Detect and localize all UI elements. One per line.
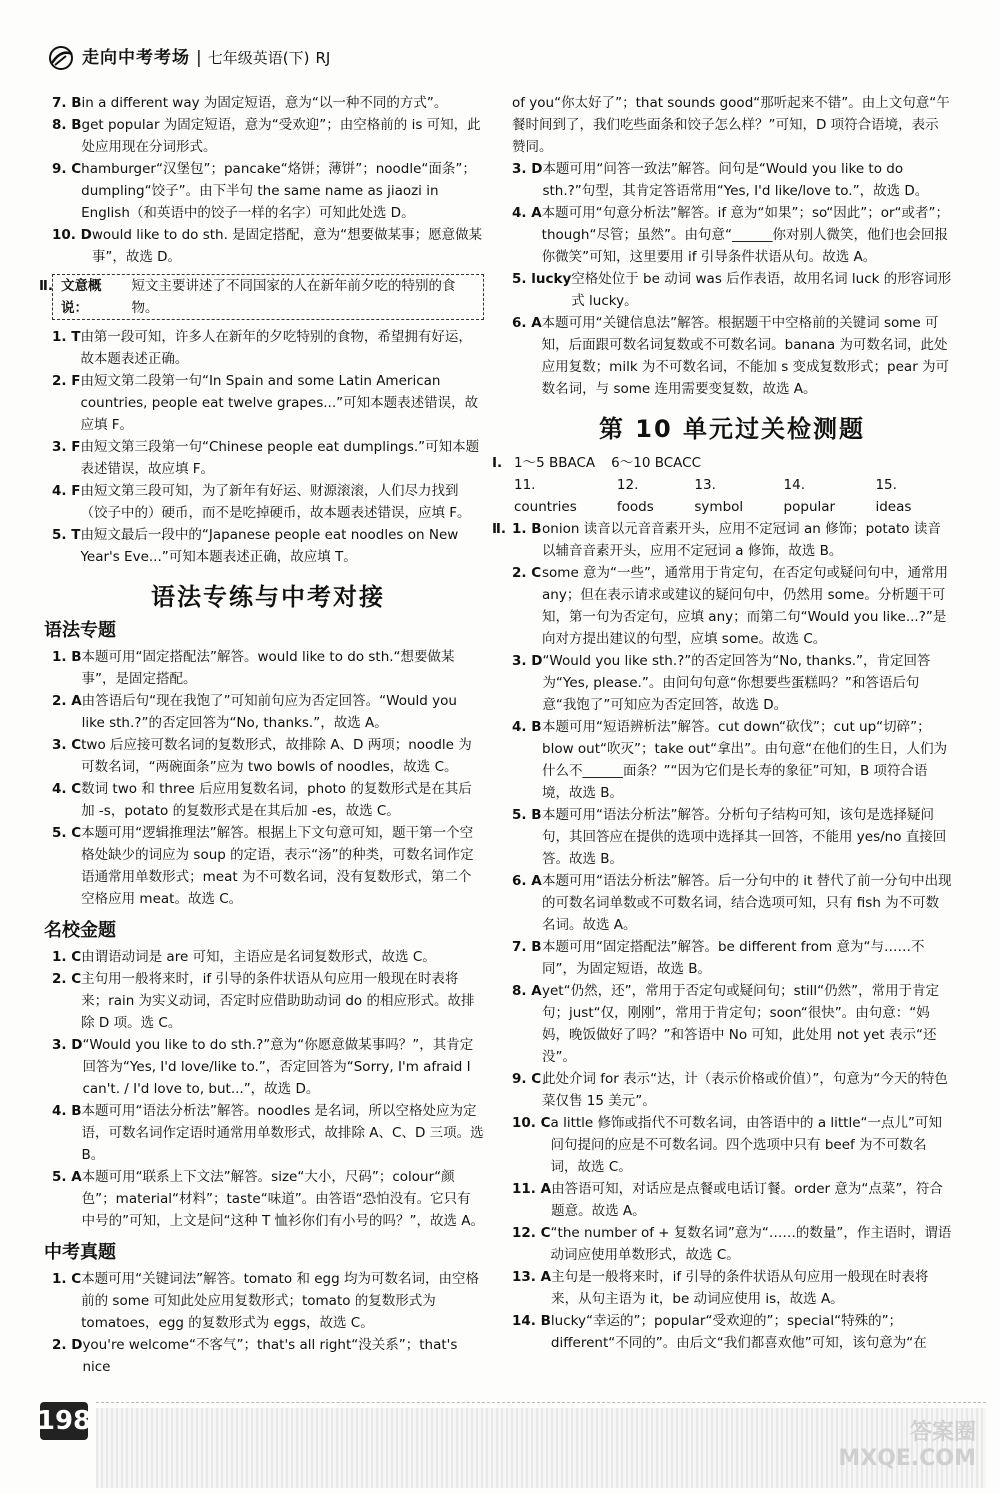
answer-item [52, 326, 484, 370]
answer-number: 7. B [512, 939, 542, 955]
answer-explanation: 本题可用“问答一致法”解答。问句是“Would you like to do sth.?”句型，其肯定答语常用“Yes, I'd like/love to.”，故选 D。 [542, 161, 929, 199]
answer-explanation: “Would you like to do sth.?”意为“你愿意做某事吗？”，其肯定回答为“Yes, I'd love/like to.”，否定回答为“Sorry, I'm afraid I can't. / I'd love to, but...”，故选 D。 [82, 1037, 474, 1097]
answer-item [52, 1334, 484, 1378]
answer-explanation: 本题可用“句意分析法”解答。if 意为“如果”；so“因此”；or“或者”；though“尽管；虽然”。由句意“______你对别人微笑，他们也会回报你微笑”可知，这里要用 if 引导条件状语从句。故选 A。 [541, 205, 950, 265]
answer-explanation: 本题可用“短语辨析法”解答。cut down“砍伐”；cut up“切碎”；blow out“吹灭”；take out“拿出”。由句意“在他们的生日，人们为什么不______面条？”“因为它们是长寿的象征”可知，B 项符合语境，故选 B。 [542, 719, 948, 801]
answer-number: 3. D [512, 161, 543, 177]
grammar-section-title: 语法专练与中考对接 [151, 583, 385, 611]
answer-item [52, 436, 484, 480]
summary-tag: 文意概说： [61, 278, 102, 316]
answer-item [52, 92, 484, 114]
famous-school-title: 名校金题 [44, 920, 116, 941]
answer-word: 12. foods [616, 477, 654, 515]
page-header [46, 44, 330, 72]
answer-explanation: 空格处位于 be 动词 was 后作表语，故用名词 luck 的形容词形式 lucky。 [571, 271, 952, 309]
answer-item [52, 480, 484, 524]
answer-item [512, 312, 952, 400]
answer-item [512, 1310, 952, 1354]
answer-number: 1. B [52, 649, 82, 665]
answer-number: 3. F [52, 439, 81, 455]
answer-item [512, 1178, 952, 1222]
answer-number: 3. C [52, 737, 82, 753]
answer-item [52, 822, 484, 910]
answer-explanation: yet“仍然，还”，常用于否定句或疑问句；still“仍然”，常用于肯定句；just“仅，刚刚”，常用于肯定句；soon“很快”。由句意：“妈妈，晚饭做好了吗？”和答语中 No 可知，此处用 not yet 表示“还没”。 [542, 983, 940, 1065]
answer-item [512, 650, 952, 716]
answer-explanation: 由第一段可知，许多人在新年的夕吃特别的食物，希望拥有好运，故本题表述正确。 [80, 329, 472, 367]
book-logo-icon [46, 45, 76, 71]
answer-number: 13. A [512, 1269, 552, 1285]
answer-explanation: 本题可用“语法分析法”解答。后一分句中的 it 替代了前一分句中出现的可数名词单数或不可数名词，结合选项可知，只有 fish 为不可数名词。故选 A。 [542, 873, 952, 933]
answer-number: 8. A [512, 983, 542, 999]
answer-item [512, 980, 952, 1068]
answer-group: 6～10 BCACC [611, 455, 702, 471]
answer-explanation: 由谓语动词是 are 可知，主语应是名词复数形式，故选 C。 [81, 949, 436, 965]
answer-explanation: 本题可用“关键信息法”解答。根据题干中空格前的关键词 some 可知，后面跟可数名词复数或不可数名词。banana 为可数名词，此处应用复数；milk 为不可数名词，不能加 s 变成复数形式；pear 为可数名词，与 some 连用需要变复数，故选 A。 [541, 315, 950, 397]
answer-explanation: get popular 为固定短语，意为“受欢迎”；由空格前的 is 可知，此处应用现在分词形式。 [81, 117, 481, 155]
answer-number: 1. C [52, 949, 82, 965]
answer-number: 11. A [512, 1181, 552, 1197]
answer-explanation: lucky“幸运的”；popular“受欢迎的”；special“特殊的”；different“不同的”。由后文“我们都喜欢他”可知，该句意为“在 [550, 1313, 927, 1351]
answer-word: 15. ideas [875, 477, 912, 515]
answer-explanation: 本题可用“关键词法”解答。tomato 和 egg 均为可数名词，由空格前的 some 可知此处应用复数形式；tomato 的复数形式为 tomatoes，egg 的复数形式为 eggs，故选 C。 [81, 1271, 479, 1331]
answer-item [512, 202, 952, 268]
part1-line [492, 452, 952, 474]
answer-item [512, 1068, 952, 1112]
continued-answer [512, 92, 952, 158]
part2-answers [512, 518, 952, 1354]
answer-explanation: 由答语可知，对话应是点餐或电话订餐。order 意为“点菜”，符合题意。故选 A。 [551, 1181, 943, 1219]
answer-item [512, 518, 952, 562]
famous-school-answers [52, 946, 484, 1232]
answer-item [52, 370, 484, 436]
answer-word: 13. symbol [694, 477, 744, 515]
answer-number: 4. B [512, 719, 542, 735]
answer-item [512, 936, 952, 980]
answer-number: 3. D [52, 1037, 83, 1053]
answer-item [52, 1100, 484, 1166]
answer-item [52, 1268, 484, 1334]
answer-explanation: “Would you like sth.?”的否定回答为“No, thanks.”，肯定回答为“Yes, please.”。由问句句意“你想要些蛋糕吗？”和答语后句意“我饱了”可知应为否定回答，故选 D。 [542, 653, 931, 713]
answer-explanation: 主句是一般将来时，if 引导的条件状语从句应用一般现在时表将来，从句主语为 it，be 动词应使用 is，故选 A。 [551, 1269, 929, 1307]
answer-number: 10. C [512, 1115, 551, 1131]
answer-number: 4. B [52, 1103, 82, 1119]
answer-word: 11. countries [514, 477, 577, 515]
answer-explanation: 数词 two 和 three 后应用复数名词，photo 的复数形式是在其后加 -s，potato 的复数形式是在其后加 -es，故选 C。 [81, 781, 472, 819]
answer-number: 4. A [512, 205, 542, 221]
summary-text: 短文主要讲述了不同国家的人在新年前夕吃的特别的食物。 [131, 278, 456, 316]
summary-box [39, 274, 484, 320]
exam-real-title: 中考真题 [44, 1242, 116, 1263]
answer-item [52, 158, 484, 224]
answer-number: 7. B [52, 95, 82, 111]
answer-item [512, 1222, 952, 1266]
answer-number: 5. A [52, 1169, 82, 1185]
answer-number: 9. C [52, 161, 82, 177]
answer-group: 1～5 BBACA [514, 455, 596, 471]
answer-explanation: 主句用一般将来时，if 引导的条件状语从句应用一般现在时表将来；rain 为实义动词，否定时应借助助动词 do 的相应形式。故排除 D 项。选 C。 [81, 971, 475, 1031]
answer-number: 4. C [52, 781, 82, 797]
answer-explanation: you're welcome“不客气”；that's all right“没关系”；that's nice [82, 1337, 458, 1375]
exam-real-answers [52, 1268, 484, 1378]
part1-answers [52, 92, 484, 268]
answer-number: 10. D [52, 227, 92, 243]
answer-number: 5. lucky [512, 271, 572, 287]
answer-item [52, 524, 484, 568]
answer-explanation: in a different way 为固定短语，意为“以一种不同的方式”。 [81, 95, 448, 111]
answer-number: 2. D [52, 1337, 83, 1353]
answer-item [512, 870, 952, 936]
answer-number: 6. A [512, 873, 542, 889]
answer-explanation: two 后应接可数名词的复数形式，故排除 A、D 两项；noodle 为可数名词，“两碗面条”应为 two bowls of noodles，故选 C。 [81, 737, 472, 775]
answer-explanation: 本题可用“联系上下文法”解答。size“大小，尺码”；colour“颜色”；material“材料”；taste“味道”。由答语“恐怕没有。它只有中号的”可知，上文是问“这种 T 恤衫你们有小号的吗？”，故选 A。 [81, 1169, 485, 1229]
answer-item [512, 1112, 952, 1178]
answer-explanation: “the number of + 复数名词”意为“……的数量”，作主语时，谓语动词应使用单数形式，故选 C。 [550, 1225, 952, 1263]
answer-explanation: a little 修饰或指代不可数名词，由答语中的 a little“一点儿”可知问句提问的应是不可数名词。四个选项中只有 beef 为不可数名词，故选 C。 [550, 1115, 943, 1175]
answer-number: 1. C [52, 1271, 82, 1287]
answer-explanation: onion 读音以元音音素开头，应用不定冠词 an 修饰；potato 读音以辅音音素开头，应用不定冠词 a 修饰，故选 B。 [542, 521, 941, 559]
grammar-topic-answers [52, 646, 484, 910]
answer-item [52, 1166, 484, 1232]
answer-item [512, 1266, 952, 1310]
answer-explanation: 此处介词 for 表示“达，计（表示价格或价值）”，句意为“今天的特色菜仅售 15 美元”。 [542, 1071, 948, 1109]
answer-explanation: some 意为“一些”，通常用于肯定句，在否定句或疑问句中，通常用 any；但在表示请求或建议的疑问句中，仍然用 some。分析题干可知，第一句为否定句，应填 any；而第二句“Would you like...?”是向对方提出建议的句型，应填 some。故选 C。 [542, 565, 949, 647]
answer-word: 14. popular [783, 477, 836, 515]
answer-item [512, 804, 952, 870]
left-column [39, 92, 485, 1378]
continued-text: of you“你太好了”；that sounds good“那听起来不错”。由上文句意“午餐时间到了，我们吃些面条和饺子怎么样？”可知，D 项符合语境，表示赞同。 [512, 95, 950, 155]
answer-number: 5. C [52, 825, 82, 841]
answer-item [52, 734, 484, 778]
answer-explanation: 由短文第三段可知，为了新年有好运、财源滚滚，人们尽力找到（饺子中的）硬币，而不是吃掉硬币，故本题表述错误，应填 F。 [80, 483, 471, 521]
answer-number: 9. C [512, 1071, 542, 1087]
answer-number: 2. A [52, 693, 82, 709]
answer-explanation: 本题可用“固定搭配法”解答。would like to do sth.“想要做某事”，是固定搭配。 [81, 649, 455, 687]
answer-item [52, 1034, 484, 1100]
brand-title: 走向中考考场 [82, 48, 190, 68]
answer-item [512, 158, 952, 202]
part1-answers-row2 [512, 474, 952, 518]
answer-number: 1. B [512, 521, 542, 537]
answer-item [512, 716, 952, 804]
answer-number: 12. C [512, 1225, 551, 1241]
edition-label: RJ [315, 49, 331, 67]
section-roman: Ⅱ. [492, 521, 507, 537]
subject-title: 七年级英语(下) [207, 49, 310, 67]
answer-number: 5. B [512, 807, 542, 823]
answer-number: 6. A [512, 315, 542, 331]
answer-explanation: 本题可用“逻辑推理法”解答。根据上下文句意可知，题干第一个空格处缺少的词应为 soup 的定语，表示“汤”的种类，可数名词作定语通常用单数形式；meat 为不可数名词，没有复数形式，第二个空格应用 meat。故选 C。 [81, 825, 474, 907]
answer-item [52, 114, 484, 158]
answer-explanation: 由短文第二段第一句“In Spain and some Latin American countries, people eat twelve grapes...”可知本题表述错误，故应填 F。 [80, 373, 479, 433]
answer-item [52, 224, 484, 268]
right-column [492, 92, 952, 1354]
answer-explanation: 本题可用“语法分析法”解答。分析句子结构可知，该句是选择疑问句，其回答应在提供的选项中选择其一回答，不能用 yes/no 直接回答。故选 B。 [542, 807, 947, 867]
answer-explanation: 由答语后句“现在我饱了”可知前句应为否定回答。“Would you like sth.?”的否定回答为“No, thanks.”，故选 A。 [81, 693, 457, 731]
answer-item [52, 968, 484, 1034]
answer-explanation: 由短文第三段第一句“Chinese people eat dumplings.”可知本题表述错误，故应填 F。 [80, 439, 480, 477]
continued-answers [512, 158, 952, 400]
grammar-topic-title: 语法专题 [44, 620, 116, 641]
page-number: 198 [40, 1402, 88, 1440]
answer-number: 2. C [52, 971, 82, 987]
footer-divider [96, 1402, 986, 1403]
section-roman: Ⅱ. [39, 278, 54, 294]
answer-item [52, 946, 484, 968]
answer-number: 2. C [512, 565, 542, 581]
answer-explanation: hamburger“汉堡包”；pancake“烙饼；薄饼”；noodle“面条”；dumpling“饺子”。由下半句 the same name as jiaozi in English（和英语中的饺子一样的名字）可知此处选 D。 [81, 161, 476, 221]
unit-test-title: 第 10 单元过关检测题 [598, 415, 866, 443]
part1-answers-row1 [514, 452, 717, 474]
watermark-logo: 答案圈 MXQE.COM [838, 1420, 976, 1471]
answer-number: 2. F [52, 373, 81, 389]
answer-explanation: 本题可用“语法分析法”解答。noodles 是名词，所以空格处应为定语，可数名词作定语时通常用单数形式，故排除 A、C、D 三项。选 B。 [81, 1103, 484, 1163]
header-separator: | [196, 48, 202, 68]
answer-number: 1. T [52, 329, 81, 345]
answer-number: 3. D [512, 653, 543, 669]
answer-number: 8. B [52, 117, 82, 133]
answer-item [52, 778, 484, 822]
answer-item [52, 690, 484, 734]
answer-item [512, 268, 952, 312]
answer-item [52, 646, 484, 690]
answer-explanation: 由短文最后一段中的“Japanese people eat noodles on New Year's Eve...”可知本题表述正确，故应填 T。 [80, 527, 459, 565]
answer-number: 14. B [512, 1313, 551, 1329]
section-roman: Ⅰ. [492, 455, 503, 471]
answer-number: 4. F [52, 483, 81, 499]
answer-number: 5. T [52, 527, 81, 543]
answer-item [512, 562, 952, 650]
answer-explanation: 本题可用“固定搭配法”解答。be different from 意为“与……不同”，为固定短语，故选 B。 [542, 939, 925, 977]
answer-explanation: would like to do sth. 是固定搭配，意为“想要做某事；愿意做某事”，故选 D。 [91, 227, 483, 265]
part2-answers [52, 326, 484, 568]
